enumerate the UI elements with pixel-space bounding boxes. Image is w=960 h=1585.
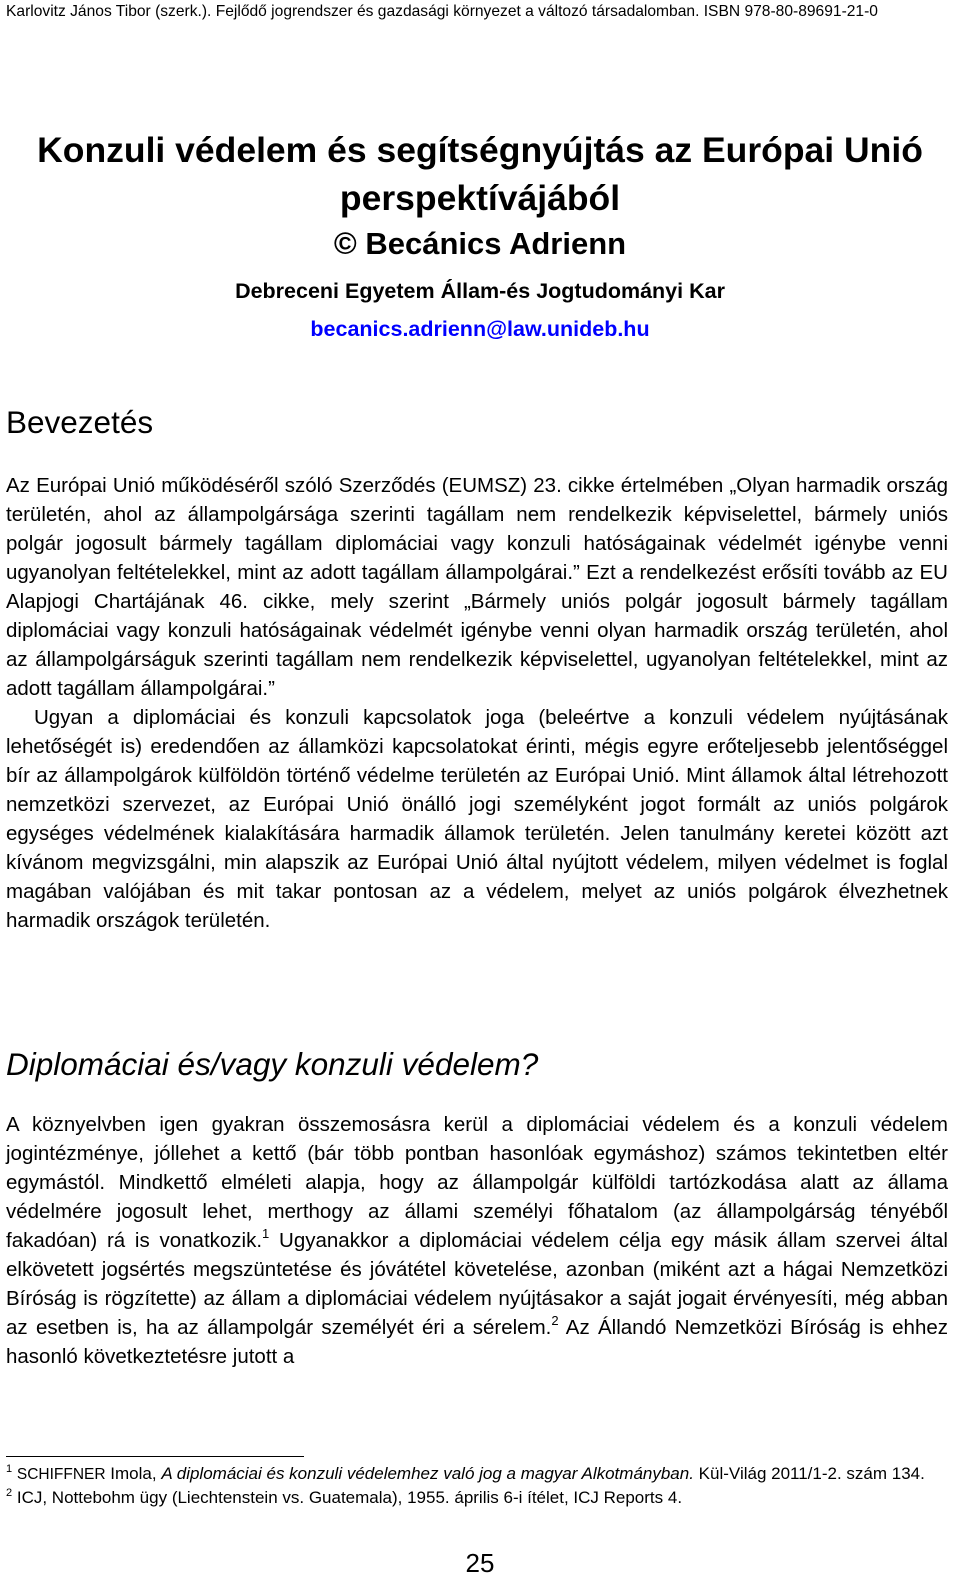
footnotes	[6, 1463, 948, 1509]
diplomatic-text-c: Az Állandó Nemzetközi Bíróság is ehhez hasonló következtetésre jutott a	[6, 1316, 949, 1368]
intro-paragraph-1: Az Európai Unió működéséről szóló Szerződés (EUMSZ) 23. cikke értelmében „Olyan harmadik ország területén, ahol az állampolgársága szerinti tagállam nem rendelkezik képviselettel, bármely uniós polgár jogosult bármely tagállam diplomáciai vagy konzuli hatóságainak védelmét igénybe venni ugyanolyan feltételekkel, mint az adott tagállam állampolgárai.” Ezt a rendelkezést erősíti tovább az EU Alapjogi Chartájának 46. cikke, mely szerint „Bármely uniós polgár jogosult bármely tagállam diplomáciai vagy konzuli hatóságainak védelmét igénybe venni olyan harmadik ország területén, ahol az állampolgárságuk szerinti tagállam nem rendelkezik képviselettel, ugyanolyan feltételekkel, mint az adott tagállam állampolgárai.”	[6, 474, 948, 700]
footnote-1	[6, 1463, 948, 1487]
author-affiliation: Debreceni Egyetem Állam-és Jogtudományi Kar	[235, 279, 725, 303]
section-heading-intro: Bevezetés	[6, 404, 154, 440]
author-email: becanics.adrienn@law.unideb.hu	[310, 317, 650, 341]
footnote-2-text: ICJ, Nottebohm ügy (Liechtenstein vs. Guatemala), 1955. április 6-i ítélet, ICJ Reports 4.	[16, 1487, 683, 1507]
footnote-2-number: 2	[6, 1486, 13, 1499]
paper-title-line-2: perspektívájából	[339, 178, 621, 218]
intro-paragraph-2	[6, 703, 948, 935]
section-heading-diplomatic: Diplomáciai és/vagy konzuli védelem?	[6, 1046, 539, 1082]
section-diplomatic-body	[6, 1110, 948, 1371]
footnote-1-author-given: Imola,	[105, 1464, 162, 1483]
footnote-ref-1[interactable]: 1	[262, 1226, 270, 1241]
footnote-ref-2[interactable]: 2	[551, 1313, 559, 1328]
author-name: © Becánics Adrienn	[333, 226, 627, 261]
footnote-1-source: Kül-Világ 2011/1-2. szám 134.	[693, 1464, 925, 1483]
footnote-1-number: 1	[6, 1463, 13, 1475]
intro-paragraph-2-text: Ugyan a diplomáciai és konzuli kapcsolatok joga (beleértve a konzuli védelem nyújtásának lehetőségét is) eredendően az államközi kapcsolatokat érinti, mégis egyre erőteljesebb jelentőséggel bír az állampolgárok külföldön történő védelme területén az Európai Unió. Mint államok által létrehozott nemzetközi szervezet, az Európai Unió önálló jogi személyként jogot formált az uniós polgárok egységes védelmének kialakítására harmadik államok területén. Jelen tanulmány keretei között azt kívánom megvizsgálni, min alapszik az Európai Unió által nyújtott védelem, milyen védelmet is foglal magában valójában és mit takar pontosan az a védelem, melyet az uniós polgárok élvezhetnek harmadik országok területén.	[6, 706, 948, 932]
footnote-2	[6, 1487, 948, 1510]
paper-title-line-1: Konzuli védelem és segítségnyújtás az Európai Unió	[37, 130, 923, 170]
running-head-text: Karlovitz János Tibor (szerk.). Fejlődő jogrendszer és gazdasági környezet a változó társadalomban. ISBN 978-80-89691-21-0	[6, 3, 878, 20]
running-head	[6, 3, 954, 21]
section-intro-body	[6, 471, 948, 935]
paper-title	[0, 126, 960, 222]
footnote-separator	[6, 1456, 304, 1457]
diplomatic-text-b: Ugyanakkor a diplomáciai védelem célja egy másik állam szervei által elkövetett jogsértés megszüntetése és jóvátétel követelése, azonban (miként azt a hágai Nemzetközi Bíróság is rögzítette) az állam a diplomáciai védelem nyújtásakor a saját jogait érvényesíti, még abban az esetben is, ha az állampolgár személyét éri a sérelem.	[6, 1229, 948, 1339]
diplomatic-text-a: A köznyelvben igen gyakran összemosásra kerül a diplomáciai védelem és a konzuli védelem jogintézménye, jóllehet a kettő (bár több pontban hasonlóak egymáshoz) számos tekintetben eltér egymástól. Mindkettő elméleti alapja, hogy az állampolgár külföldi tartózkodása alatt az állama védelmére jogosult lehet, merthogy az állami személyi főhatalom (az állampolgárság tényéből fakadóan) rá is vonatkozik.	[6, 1113, 948, 1252]
footnote-1-title: A diplomáciai és konzuli védelemhez való jog a magyar Alkotmányban.	[161, 1464, 694, 1483]
footnote-1-author-surname: SCHIFFNER	[16, 1466, 106, 1483]
page-number: 25	[465, 1548, 495, 1578]
